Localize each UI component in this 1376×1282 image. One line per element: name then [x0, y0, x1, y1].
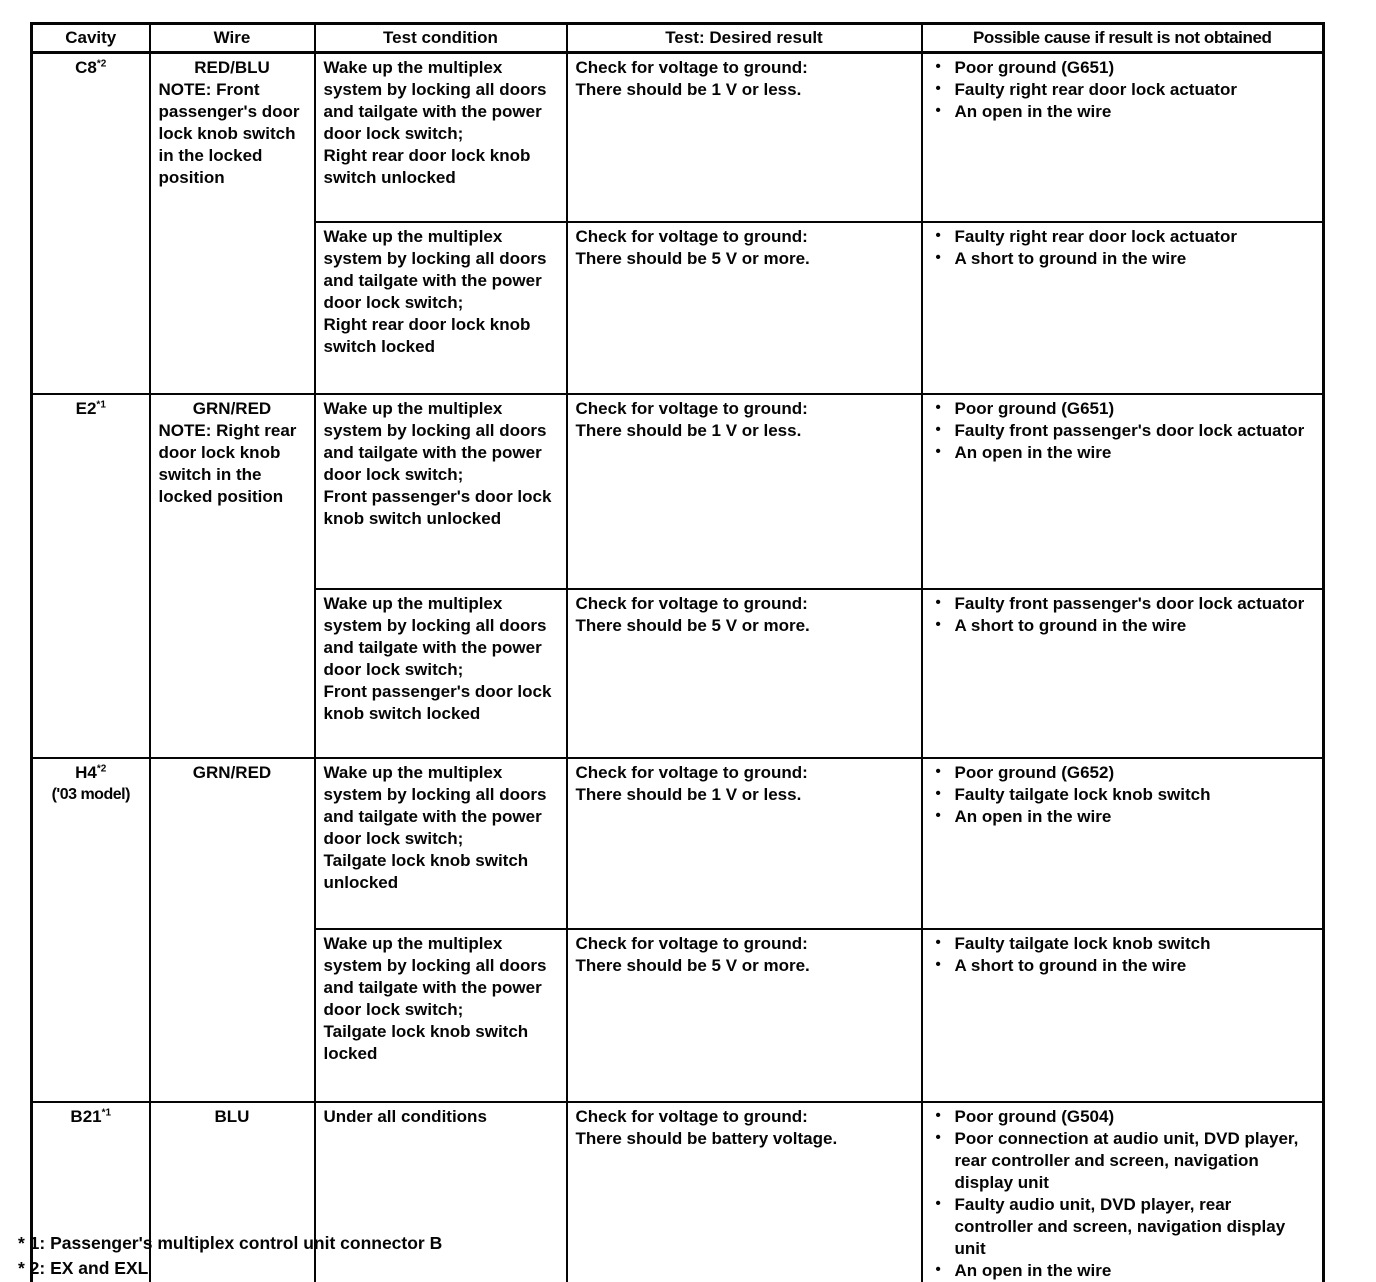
- result-line: There should be 5 V or more.: [575, 616, 810, 635]
- desired-result-cell: [567, 589, 922, 758]
- cause-item: • Faulty right rear door lock actuator: [931, 79, 1315, 101]
- cause-list: [931, 933, 1315, 977]
- test-condition-cell: [315, 589, 567, 758]
- condition-line: Right rear door lock knob switch locked: [323, 315, 531, 356]
- header-row: [32, 24, 1324, 53]
- test-condition-cell: [315, 222, 567, 394]
- table-row: [32, 53, 1324, 223]
- cause-item: • An open in the wire: [931, 101, 1315, 123]
- condition-line: Front passenger's door lock knob switch locked: [323, 682, 552, 723]
- cavity-superscript: *2: [96, 763, 107, 775]
- desired-result-cell: [567, 929, 922, 1102]
- condition-line: Wake up the multiplex system by locking all doors and tailgate with the power door lock switch;: [323, 763, 547, 848]
- condition-line: Wake up the multiplex system by locking all doors and tailgate with the power door lock switch;: [323, 227, 547, 312]
- condition-line: Wake up the multiplex system by locking all doors and tailgate with the power door lock switch;: [323, 594, 547, 679]
- wire-note: NOTE: Front passenger's door lock knob switch in the locked position: [158, 80, 300, 187]
- result-line: Check for voltage to ground:: [575, 58, 808, 77]
- wire-color-label: BLU: [214, 1107, 250, 1126]
- wire-color-label: GRN/RED: [192, 763, 272, 782]
- cause-item: • Poor ground (G651): [931, 57, 1315, 79]
- cause-item: • An open in the wire: [931, 1260, 1315, 1282]
- wire-cell-c8: [150, 53, 315, 395]
- test-condition-cell: [315, 53, 567, 223]
- table-row: [32, 394, 1324, 589]
- troubleshooting-table: [30, 22, 1325, 1282]
- footnote-2: * 2: EX and EXL: [18, 1258, 149, 1278]
- result-line: Check for voltage to ground:: [575, 1107, 808, 1126]
- result-line: Check for voltage to ground:: [575, 399, 808, 418]
- footnotes: [18, 1231, 442, 1281]
- result-line: Check for voltage to ground:: [575, 934, 808, 953]
- cause-item: • Faulty front passenger's door lock actuator: [931, 593, 1315, 615]
- wire-note: NOTE: Right rear door lock knob switch in the locked position: [158, 421, 297, 506]
- possible-cause-cell: [922, 53, 1324, 223]
- condition-line: Front passenger's door lock knob switch unlocked: [323, 487, 552, 528]
- possible-cause-cell: [922, 222, 1324, 394]
- cause-item: • A short to ground in the wire: [931, 248, 1315, 270]
- cause-item: • An open in the wire: [931, 442, 1315, 464]
- result-line: There should be 1 V or less.: [575, 785, 802, 804]
- result-line: There should be 1 V or less.: [575, 421, 802, 440]
- desired-result-cell: [567, 222, 922, 394]
- cavity-cell-e2: [32, 394, 150, 758]
- cavity-cell-c8: [32, 53, 150, 395]
- possible-cause-cell: [922, 1102, 1324, 1282]
- cause-list: [931, 762, 1315, 828]
- cause-item: • Poor ground (G652): [931, 762, 1315, 784]
- test-condition-cell: [315, 758, 567, 929]
- cause-list: [931, 1106, 1315, 1282]
- wire-color-label: RED/BLU: [194, 58, 270, 77]
- cause-item: • Poor ground (G504): [931, 1106, 1315, 1128]
- possible-cause-cell: [922, 758, 1324, 929]
- result-line: Check for voltage to ground:: [575, 594, 808, 613]
- cause-item: • Poor ground (G651): [931, 398, 1315, 420]
- desired-result-cell: [567, 1102, 922, 1282]
- result-line: Check for voltage to ground:: [575, 763, 808, 782]
- col-header-test-condition: Test condition: [315, 24, 567, 53]
- cavity-model-note: ('03 model): [51, 786, 130, 803]
- result-line: There should be 5 V or more.: [575, 956, 810, 975]
- cause-item: • Faulty right rear door lock actuator: [931, 226, 1315, 248]
- desired-result-cell: [567, 758, 922, 929]
- cavity-label: C8$^{*2}$: [75, 58, 107, 77]
- cavity-superscript: *1: [96, 399, 106, 411]
- cavity-label: E2$^{*1}$: [75, 399, 106, 418]
- condition-line: Right rear door lock knob switch unlocked: [323, 146, 531, 187]
- cavity-cell-h4: [32, 758, 150, 1102]
- cavity-label: H4$^{*2}$: [75, 763, 107, 782]
- cavity-label: B21$^{*1}$: [70, 1107, 112, 1126]
- cause-item: • Faulty tailgate lock knob switch: [931, 784, 1315, 806]
- cavity-superscript: *2: [96, 58, 107, 70]
- condition-line: Tailgate lock knob switch locked: [323, 1022, 529, 1063]
- wire-cell-e2: [150, 394, 315, 758]
- result-line: There should be 5 V or more.: [575, 249, 810, 268]
- desired-result-cell: [567, 53, 922, 223]
- test-condition-cell: [315, 929, 567, 1102]
- possible-cause-cell: [922, 929, 1324, 1102]
- cause-item: • An open in the wire: [931, 806, 1315, 828]
- condition-line: Wake up the multiplex system by locking all doors and tailgate with the power door lock switch;: [323, 934, 547, 1019]
- result-line: There should be 1 V or less.: [575, 80, 802, 99]
- cause-item: • Faulty tailgate lock knob switch: [931, 933, 1315, 955]
- cause-item: • Faulty front passenger's door lock actuator: [931, 420, 1315, 442]
- cause-list: [931, 57, 1315, 123]
- condition-line: Under all conditions: [323, 1107, 487, 1126]
- result-line: Check for voltage to ground:: [575, 227, 808, 246]
- condition-line: Wake up the multiplex system by locking all doors and tailgate with the power door lock switch;: [323, 399, 547, 484]
- wire-cell-h4: [150, 758, 315, 1102]
- result-line: There should be battery voltage.: [575, 1129, 838, 1148]
- wire-color-label: GRN/RED: [192, 399, 272, 418]
- cause-item: • A short to ground in the wire: [931, 615, 1315, 637]
- cause-list: [931, 226, 1315, 270]
- cause-item: • Poor connection at audio unit, DVD player, rear controller and screen, navigation display unit: [931, 1128, 1315, 1194]
- col-header-cavity: Cavity: [32, 24, 150, 53]
- col-header-desired-result: Test: Desired result: [567, 24, 922, 53]
- cause-item: • Faulty audio unit, DVD player, rear controller and screen, navigation display unit: [931, 1194, 1315, 1260]
- possible-cause-cell: [922, 589, 1324, 758]
- cause-list: [931, 398, 1315, 464]
- desired-result-cell: [567, 394, 922, 589]
- footnote-1: * 1: Passenger's multiplex control unit connector B: [18, 1233, 443, 1253]
- condition-line: Tailgate lock knob switch unlocked: [323, 851, 529, 892]
- col-header-possible-cause: Possible cause if result is not obtained: [922, 24, 1324, 53]
- cavity-superscript: *1: [101, 1107, 112, 1119]
- table-row: [32, 758, 1324, 929]
- cause-list: [931, 593, 1315, 637]
- possible-cause-cell: [922, 394, 1324, 589]
- test-condition-cell: [315, 394, 567, 589]
- cause-item: • A short to ground in the wire: [931, 955, 1315, 977]
- col-header-wire: Wire: [150, 24, 315, 53]
- condition-line: Wake up the multiplex system by locking all doors and tailgate with the power door lock switch;: [323, 58, 547, 143]
